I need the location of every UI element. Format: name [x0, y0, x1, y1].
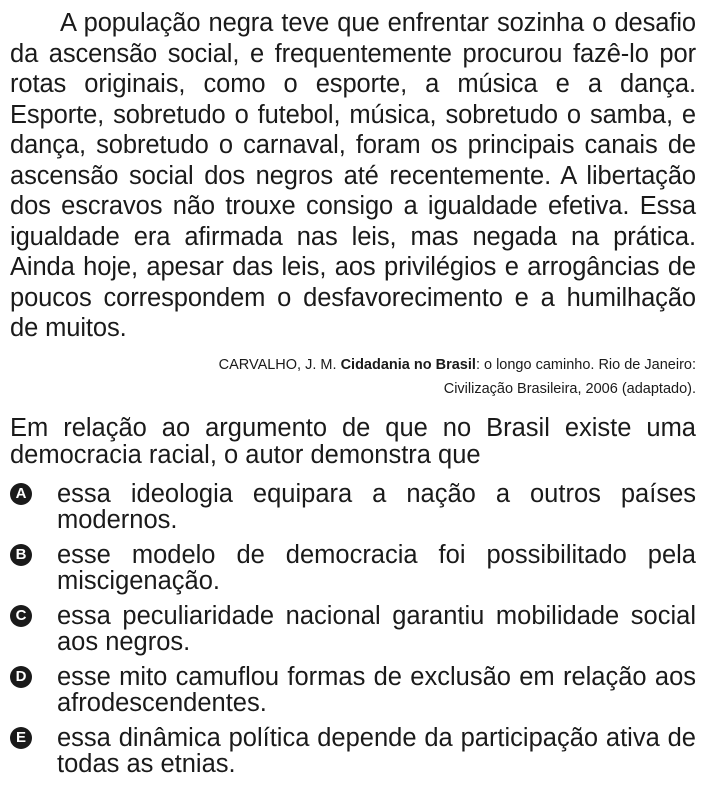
option-e-text: essa dinâmica política depende da participação ativa de todas as etnias. — [57, 723, 696, 778]
passage-text: A população negra teve que enfrentar sozinha o desafio da ascensão social, e frequentemente procurou fazê-lo por rotas originais, como o esporte, a música e a dança. Esporte, sobretudo o futebol, música, sobretudo o samba, e dança, sobretudo o carnaval, foram os principais canais de ascensão social dos negros até recentemente. A libertação dos escravos não trouxe consigo a igualdade efetiva. Essa igualdade era afirmada nas leis, mas negada na prática. Ainda hoje, apesar das leis, aos privilégios e arrogâncias de poucos correspondem o desfavorecimento e a humilhação de muitos. — [10, 9, 696, 342]
option-d-text: esse mito camuflou formas de exclusão em relação aos afrodescendentes. — [57, 662, 696, 717]
option-b-badge: B — [10, 544, 32, 566]
option-a[interactable] — [10, 481, 696, 533]
question-stem: Em relação ao argumento de que no Brasil existe uma democracia racial, o autor demonstra que — [10, 413, 696, 469]
option-c[interactable] — [10, 603, 696, 655]
option-d-badge: D — [10, 666, 32, 688]
option-c-badge: C — [10, 605, 32, 627]
citation-title: Cidadania no Brasil — [340, 356, 476, 373]
question-page — [10, 8, 696, 786]
citation-author: CARVALHO, J. M. — [218, 356, 341, 373]
option-c-text: essa peculiaridade nacional garantiu mobilidade social aos negros. — [57, 601, 696, 656]
option-e[interactable] — [10, 725, 696, 777]
option-a-badge: A — [10, 483, 32, 505]
option-d[interactable] — [10, 664, 696, 716]
citation-rest: : o longo caminho. Rio de Janeiro: — [475, 356, 696, 373]
option-e-badge: E — [10, 727, 32, 749]
answer-options — [10, 481, 696, 777]
option-b-text: esse modelo de democracia foi possibilitado pela miscigenação. — [57, 540, 696, 595]
option-b[interactable] — [10, 542, 696, 594]
citation — [10, 353, 696, 401]
option-a-text: essa ideologia equipara a nação a outros países modernos. — [57, 479, 696, 534]
citation-publisher: Civilização Brasileira, 2006 (adaptado). — [443, 380, 696, 397]
